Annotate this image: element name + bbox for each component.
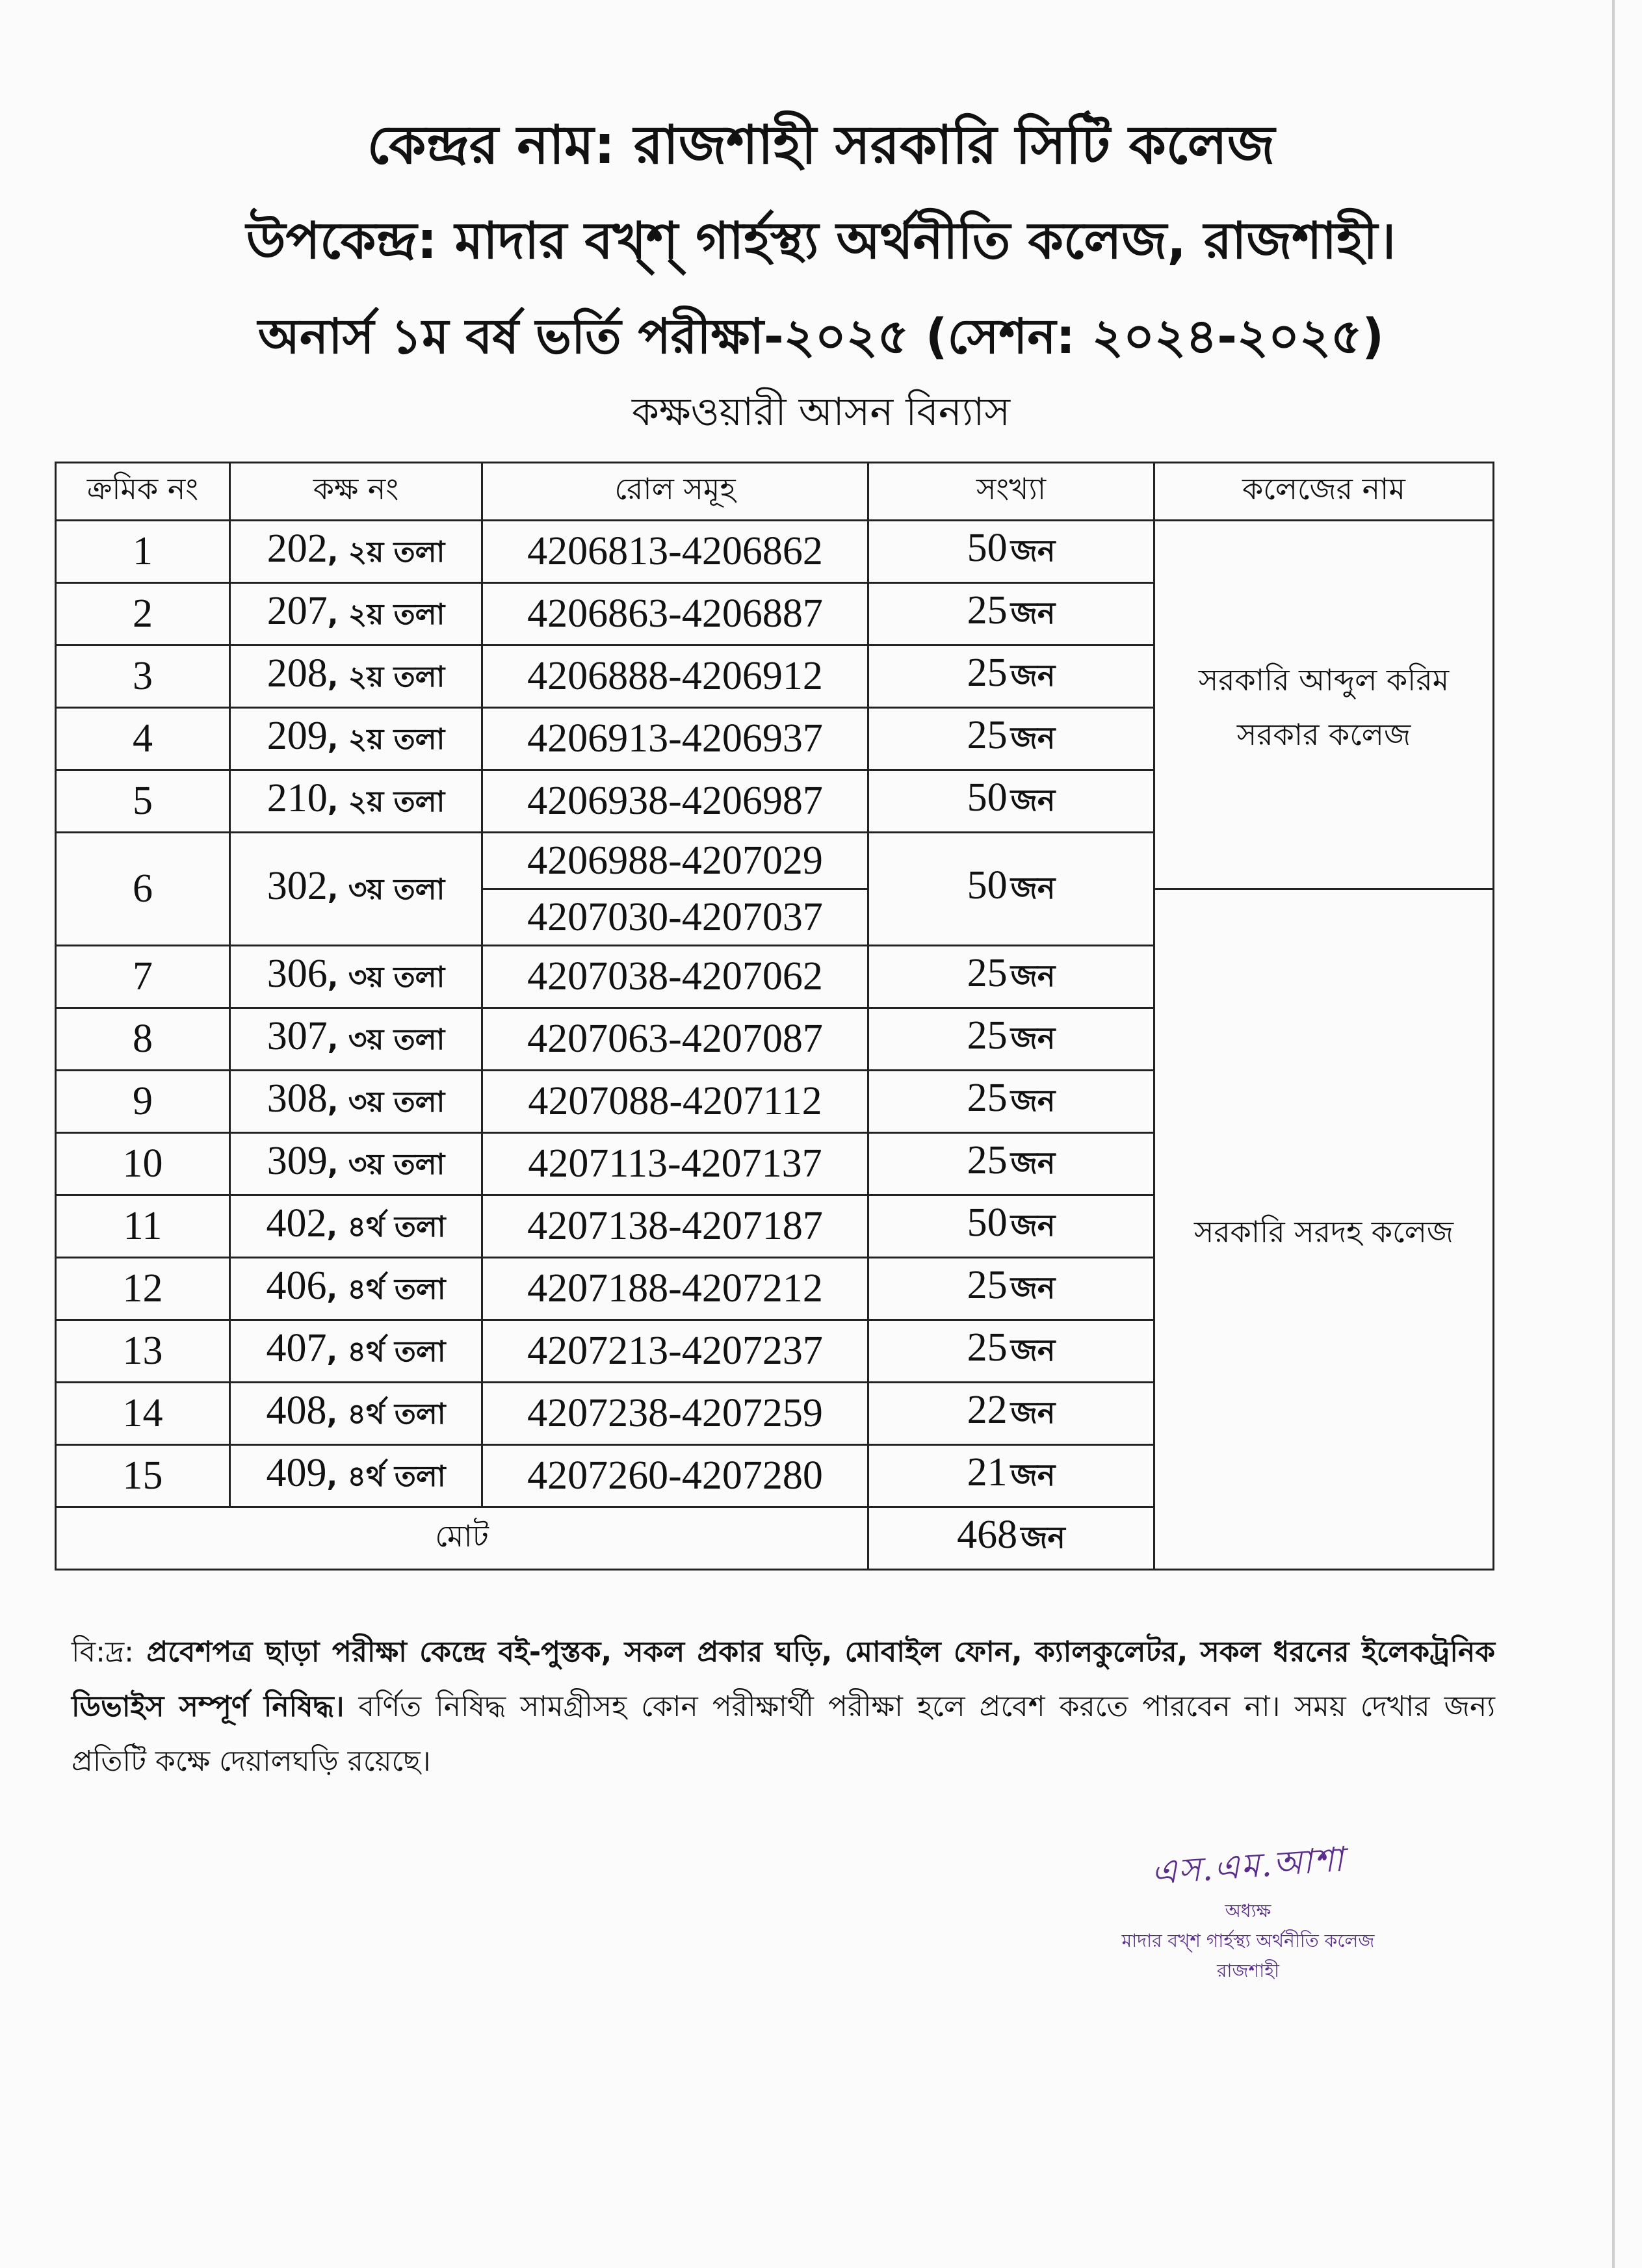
cell-roll: 4206988-4207029: [482, 833, 868, 889]
room-floor: , ৪র্থ তলা: [326, 1335, 446, 1368]
room-floor: , ২য় তলা: [327, 535, 445, 569]
college-name-2: সরকারি সরদহ কলেজ: [1193, 1214, 1454, 1249]
cell-roll: 4206888-4206912: [482, 645, 868, 708]
room-floor: , ৩য় তলা: [327, 1147, 445, 1181]
col-header-college: কলেজের নাম: [1154, 463, 1494, 521]
cell-serial: 9: [56, 1071, 230, 1133]
room-floor: , ৩য় তলা: [327, 872, 445, 906]
cell-serial: 4: [56, 708, 230, 770]
exam-title: অনার্স ১ম বর্ষ ভর্তি পরীক্ষা-২০২৫ (সেশন: ২০২৪-২০২৫): [257, 309, 1385, 365]
cell-roll: 4207038-4207062: [482, 946, 868, 1008]
count-unit: জন: [1010, 783, 1056, 818]
room-number: 309: [267, 1138, 328, 1183]
cell-count: [868, 770, 1154, 833]
signature-place: রাজশাহী: [1217, 1960, 1279, 1981]
count-number: 25: [967, 1325, 1008, 1370]
room-floor: , ৪র্থ তলা: [326, 1272, 446, 1306]
count-unit: জন: [1010, 1395, 1056, 1430]
count-number: 50: [967, 863, 1008, 907]
cell-roll: 4206938-4206987: [482, 770, 868, 833]
room-number: 409: [266, 1450, 327, 1495]
count-unit: জন: [1010, 1145, 1056, 1180]
total-count-cell: [868, 1507, 1154, 1570]
count-unit: জন: [1010, 720, 1056, 755]
signature-institution: মাদার বখ্‌শ গার্হস্থ্য অর্থনীতি কলেজ: [1121, 1930, 1375, 1951]
cell-count: [868, 1445, 1154, 1507]
cell-roll: 4207213-4207237: [482, 1320, 868, 1383]
room-number: 209: [267, 713, 328, 758]
cell-roll: 4207063-4207087: [482, 1008, 868, 1071]
room-floor: , ৩য় তলা: [327, 1023, 445, 1056]
cell-count: [868, 1195, 1154, 1258]
cell-room: [230, 946, 482, 1008]
cell-roll: 4207113-4207137: [482, 1133, 868, 1195]
cell-count: [868, 1008, 1154, 1071]
cell-count: [868, 1383, 1154, 1445]
room-number: 302: [267, 863, 328, 908]
cell-room: [230, 1383, 482, 1445]
count-number: 50: [967, 1201, 1008, 1245]
seating-subtitle: কক্ষওয়ারী আসন বিন্যাস: [631, 389, 1011, 435]
count-number: 25: [967, 1138, 1008, 1182]
room-number: 210: [267, 776, 328, 820]
cell-count: [868, 645, 1154, 708]
notice-rest: বর্ণিত নিষিদ্ধ সামগ্রীসহ কোন পরীক্ষার্থী পরীক্ষা হলে প্রবেশ করতে পারবেন না। সময় দেখার জন্য প্রতিটি কক্ষে দেয়ালঘড়ি রয়েছে।: [72, 1690, 1495, 1778]
room-number: 207: [267, 588, 328, 633]
table-row: [56, 521, 1494, 583]
count-number: 25: [967, 1013, 1008, 1058]
cell-roll: 4206863-4206887: [482, 583, 868, 645]
cell-count: [868, 1133, 1154, 1195]
room-number: 406: [266, 1263, 327, 1308]
table-body: [56, 521, 1494, 1570]
count-number: 50: [967, 776, 1008, 820]
col-header-roll: রোল সমূহ: [482, 463, 868, 521]
cell-serial: 10: [56, 1133, 230, 1195]
room-number: 408: [266, 1388, 327, 1433]
count-unit: জন: [1010, 1208, 1056, 1243]
col-header-room: কক্ষ নং: [230, 463, 482, 521]
notice-lead: বি:দ্র:: [72, 1636, 134, 1669]
cell-serial: 15: [56, 1445, 230, 1507]
cell-serial: 8: [56, 1008, 230, 1071]
signature-stamp: [1079, 1840, 1417, 1986]
room-number: 306: [267, 951, 328, 996]
room-floor: , ৪র্থ তলা: [326, 1210, 446, 1244]
room-number: 407: [266, 1325, 327, 1370]
cell-serial: 12: [56, 1258, 230, 1320]
cell-room: [230, 1195, 482, 1258]
room-number: 307: [267, 1013, 328, 1058]
cell-room: [230, 1133, 482, 1195]
cell-serial: 3: [56, 645, 230, 708]
cell-roll: 4207030-4207037: [482, 889, 868, 946]
count-number: 22: [967, 1388, 1008, 1432]
room-floor: , ৪র্থ তলা: [326, 1459, 446, 1493]
count-number: 50: [967, 526, 1008, 570]
cell-count: [868, 1258, 1154, 1320]
count-unit: জন: [1010, 1457, 1056, 1492]
count-unit: জন: [1010, 1083, 1056, 1118]
count-number: 25: [967, 951, 1008, 995]
room-number: 208: [267, 651, 328, 696]
count-number: 25: [967, 588, 1008, 632]
room-floor: , ২য় তলা: [327, 597, 445, 631]
college-name-1: সরকারি আব্দুল করিম সরকার কলেজ: [1198, 662, 1450, 752]
cell-roll: 4207188-4207212: [482, 1258, 868, 1320]
room-floor: , ৪র্থ তলা: [326, 1397, 446, 1431]
cell-serial: 7: [56, 946, 230, 1008]
cell-count: [868, 1320, 1154, 1383]
cell-roll: 4207238-4207259: [482, 1383, 868, 1445]
count-unit: জন: [1010, 595, 1056, 631]
cell-serial: 5: [56, 770, 230, 833]
cell-serial: 14: [56, 1383, 230, 1445]
cell-roll: 4207138-4207187: [482, 1195, 868, 1258]
room-number: 202: [267, 526, 328, 571]
cell-room: [230, 1008, 482, 1071]
cell-count: [868, 1071, 1154, 1133]
cell-roll: 4207088-4207112: [482, 1071, 868, 1133]
count-number: 25: [967, 1263, 1008, 1307]
cell-serial: 6: [56, 833, 230, 946]
cell-room: [230, 1445, 482, 1507]
count-unit: জন: [1010, 533, 1056, 568]
count-number: 25: [967, 1076, 1008, 1120]
cell-roll: 4206913-4206937: [482, 708, 868, 770]
notice: [72, 1625, 1495, 1789]
cell-room: [230, 1258, 482, 1320]
count-unit: জন: [1010, 1270, 1056, 1305]
col-header-serial: ক্রমিক নং: [56, 463, 230, 521]
count-number: 25: [967, 713, 1008, 757]
signature-title: অধ্যক্ষ: [1225, 1900, 1271, 1922]
center-name: কেন্দ্রর নাম: রাজশাহী সরকারি সিটি কলেজ: [367, 114, 1275, 176]
count-unit: জন: [1010, 658, 1056, 693]
cell-serial: 2: [56, 583, 230, 645]
cell-count: [868, 708, 1154, 770]
total-unit: জন: [1021, 1520, 1065, 1555]
cell-room: [230, 770, 482, 833]
room-floor: , ২য় তলা: [327, 785, 445, 818]
col-header-count: সংখ্যা: [868, 463, 1154, 521]
cell-room: [230, 1071, 482, 1133]
cell-serial: 13: [56, 1320, 230, 1383]
cell-roll: 4207260-4207280: [482, 1445, 868, 1507]
cell-room: [230, 521, 482, 583]
room-floor: , ২য় তলা: [327, 660, 445, 694]
count-unit: জন: [1010, 958, 1056, 993]
cell-room: [230, 645, 482, 708]
room-number: 402: [266, 1201, 327, 1245]
cell-count: [868, 583, 1154, 645]
count-unit: জন: [1010, 1333, 1056, 1368]
college-cell-1: [1154, 521, 1494, 889]
cell-count: [868, 946, 1154, 1008]
cell-count: [868, 521, 1154, 583]
total-count: 468: [957, 1513, 1018, 1557]
cell-count: [868, 833, 1154, 946]
sub-center: উপকেন্দ্র: মাদার বখ্‌শ্‌ গার্হস্থ্য অর্থনীতি কলেজ, রাজশাহী।: [246, 212, 1396, 270]
cell-roll: 4206813-4206862: [482, 521, 868, 583]
cell-room: [230, 583, 482, 645]
table-header-row: [56, 463, 1494, 521]
count-unit: জন: [1010, 870, 1056, 906]
cell-room: [230, 833, 482, 946]
notice-bold: প্রবেশপত্র ছাড়া পরীক্ষা কেন্দ্রে বই-পুস্তক, সকল প্রকার ঘড়ি, মোবাইল ফোন, ক্যালকুলেটর, সকল ধরনের ইলেকট্রনিক ডিভাইস সম্পূর্ণ নিষিদ্ধ।: [72, 1636, 1495, 1723]
room-floor: , ৩য় তলা: [327, 1085, 445, 1119]
room-number: 308: [267, 1076, 328, 1121]
total-label: মোট: [56, 1507, 868, 1570]
cell-serial: 11: [56, 1195, 230, 1258]
signature: এস.এম.আশা: [1150, 1840, 1346, 1893]
room-floor: , ২য় তলা: [327, 722, 445, 756]
count-number: 25: [967, 651, 1008, 695]
count-number: 21: [967, 1450, 1008, 1494]
cell-room: [230, 708, 482, 770]
room-floor: , ৩য় তলা: [327, 960, 445, 994]
cell-room: [230, 1320, 482, 1383]
college-cell-2: [1154, 889, 1494, 1570]
cell-serial: 1: [56, 521, 230, 583]
count-unit: জন: [1010, 1021, 1056, 1056]
seating-table: [55, 462, 1494, 1571]
